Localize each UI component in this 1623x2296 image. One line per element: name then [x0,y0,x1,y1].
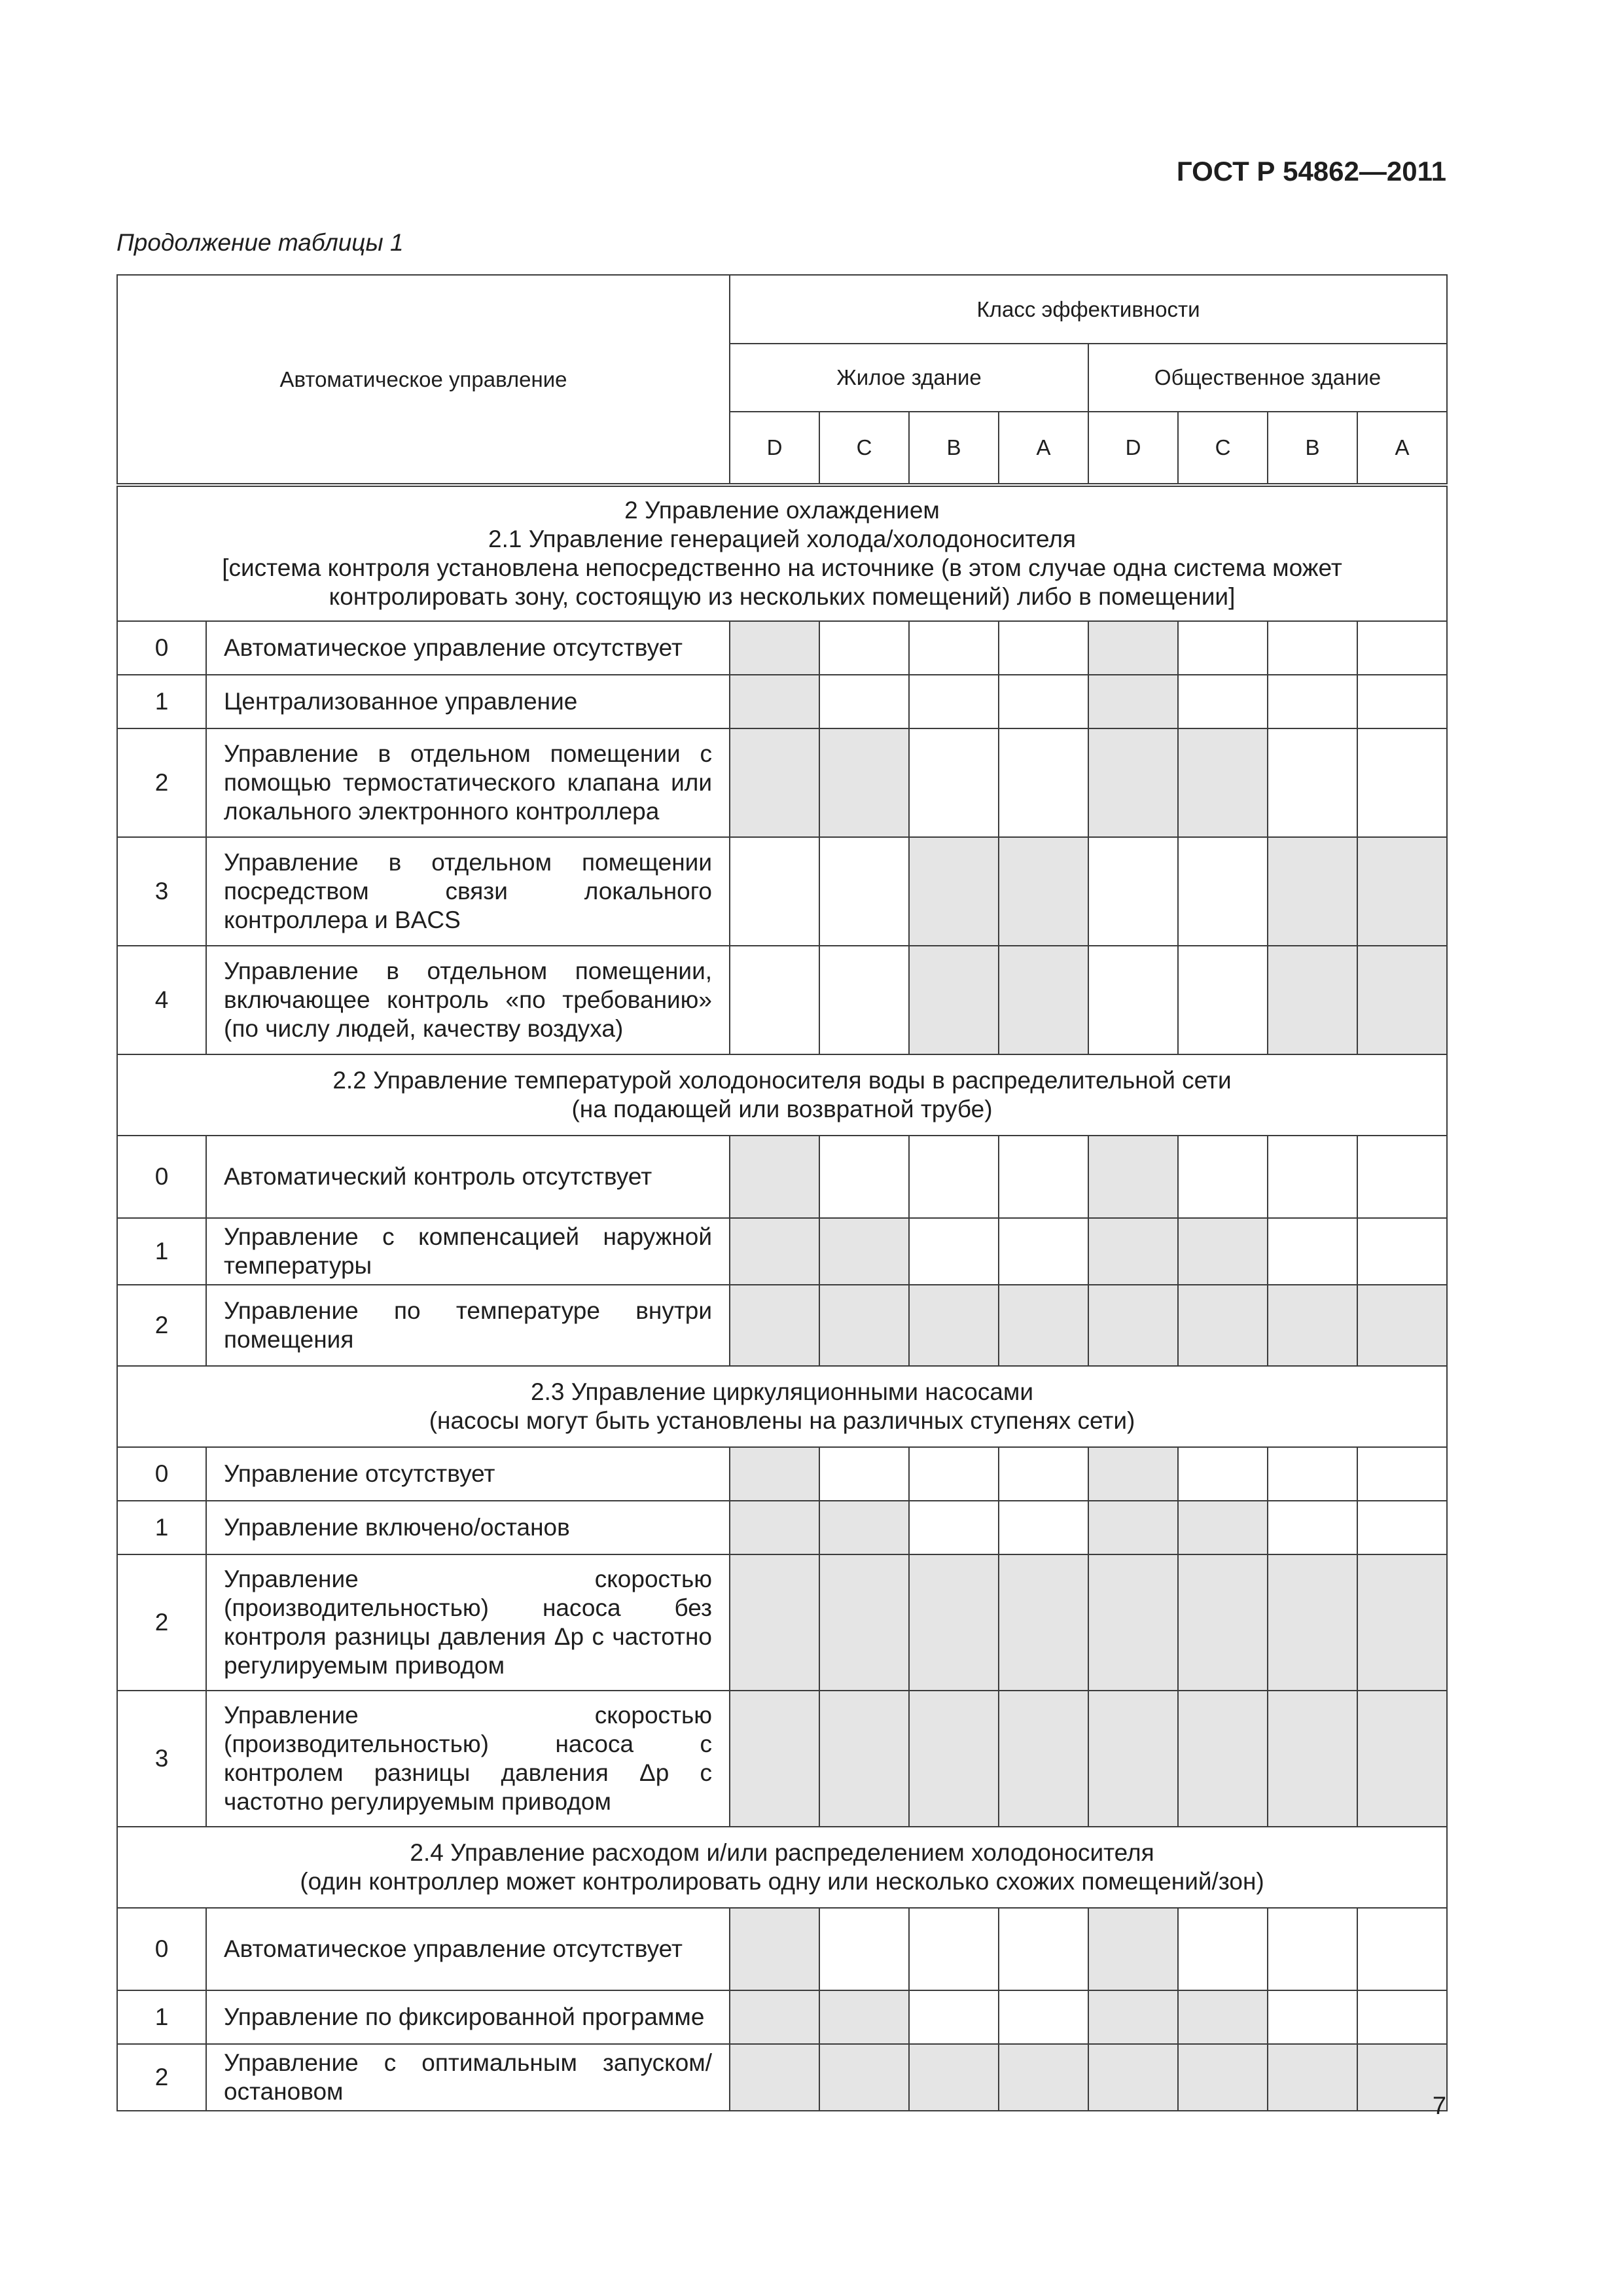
section-header-row [117,1054,1447,1136]
level-number: 3 [117,1691,206,1827]
class-cell-shaded [819,1285,909,1366]
class-cell-shaded [999,837,1088,946]
control-description: Управление по фиксированной программе [206,1990,730,2044]
class-cell-empty [1357,1136,1447,1218]
class-cell-shaded [1357,837,1447,946]
class-cell-shaded [730,1908,819,1990]
class-cell-empty [909,621,999,675]
class-cell-shaded [1088,1990,1178,2044]
class-cell-empty [1088,837,1178,946]
class-cell-empty [909,1990,999,2044]
class-cell-empty [909,1218,999,1285]
class-cell-shaded [999,2044,1088,2111]
class-cell-empty [1268,1136,1357,1218]
class-cell-shaded [1088,1691,1178,1827]
class-cell-shaded [909,946,999,1054]
class-cell-shaded [1088,2044,1178,2111]
class-cell-shaded [819,1218,909,1285]
class-cell-shaded [1088,1554,1178,1691]
class-cell-shaded [1178,1990,1268,2044]
class-cell-empty [1268,1501,1357,1554]
header-class-5: C [1178,412,1268,485]
control-description: Управление в отдельном помещении, включающее контроль «по требованию» (по числу людей, качеству воздуха) [206,946,730,1054]
class-cell-shaded [730,1990,819,2044]
table-row [117,621,1447,675]
header-class-2: B [909,412,999,485]
class-cell-empty [1178,675,1268,728]
class-cell-empty [1357,621,1447,675]
section-header-row [117,1827,1447,1908]
level-number: 2 [117,2044,206,2111]
control-description: Централизованное управление [206,675,730,728]
class-cell-shaded [909,837,999,946]
level-number: 0 [117,1908,206,1990]
class-cell-empty [1357,728,1447,837]
table-row [117,1908,1447,1990]
class-cell-shaded [819,1990,909,2044]
section-title-line: (один контроллер может контролировать одну или несколько схожих помещений/зон) [300,1868,1264,1895]
table-row [117,837,1447,946]
class-cell-shaded [1357,1554,1447,1691]
table-header [117,275,1447,485]
class-cell-shaded [999,1554,1088,1691]
class-cell-shaded [1268,1285,1357,1366]
header-class-6: B [1268,412,1357,485]
class-cell-shaded [1088,621,1178,675]
level-number: 2 [117,1285,206,1366]
class-cell-empty [1268,1990,1357,2044]
class-cell-shaded [1268,1554,1357,1691]
level-number: 1 [117,1990,206,2044]
class-cell-empty [1268,1447,1357,1501]
class-cell-shaded [1088,675,1178,728]
class-cell-empty [1357,1218,1447,1285]
class-cell-empty [1268,1218,1357,1285]
control-description: Управление с оптимальным запуском/остановом [206,2044,730,2111]
section-title [117,1054,1447,1136]
table-row [117,675,1447,728]
section-title-line: 2.3 Управление циркуляционными насосами [531,1378,1034,1405]
level-number: 1 [117,1501,206,1554]
class-cell-shaded [999,1285,1088,1366]
class-cell-empty [999,675,1088,728]
class-cell-shaded [1088,1447,1178,1501]
header-public: Общественное здание [1088,344,1447,412]
class-cell-empty [1357,1447,1447,1501]
class-cell-empty [819,1908,909,1990]
control-description: Управление в отдельном помещении с помощью термостатического клапана или локального электронного контроллера [206,728,730,837]
class-cell-empty [999,1990,1088,2044]
class-cell-shaded [819,1501,909,1554]
class-cell-shaded [1088,1218,1178,1285]
class-cell-empty [999,1501,1088,1554]
class-cell-shaded [1268,1691,1357,1827]
class-cell-empty [1268,621,1357,675]
class-cell-empty [1178,1447,1268,1501]
section-title-line: [система контроля установлена непосредственно на источнике (в этом случае одна система может [222,554,1342,581]
class-cell-shaded [909,1691,999,1827]
class-cell-empty [819,621,909,675]
class-cell-empty [1178,837,1268,946]
class-cell-shaded [1268,946,1357,1054]
class-cell-empty [909,1447,999,1501]
class-cell-shaded [1088,1908,1178,1990]
class-cell-shaded [909,1285,999,1366]
level-number: 0 [117,1447,206,1501]
class-cell-shaded [730,621,819,675]
class-cell-shaded [730,1501,819,1554]
section-title [117,1366,1447,1447]
class-cell-empty [819,1447,909,1501]
class-cell-empty [819,1136,909,1218]
class-cell-empty [999,1908,1088,1990]
class-cell-empty [909,1501,999,1554]
section-title-line: 2.1 Управление генерацией холода/холодоносителя [488,526,1077,552]
header-control-label: Автоматическое управление [117,275,730,485]
class-cell-shaded [909,1554,999,1691]
class-cell-empty [1357,1908,1447,1990]
class-cell-empty [909,675,999,728]
class-cell-empty [909,1908,999,1990]
section-title-line: 2.4 Управление расходом и/или распределением холодоносителя [410,1839,1154,1866]
class-cell-shaded [999,1691,1088,1827]
class-cell-empty [730,837,819,946]
class-cell-empty [999,1136,1088,1218]
class-cell-empty [1357,1501,1447,1554]
class-cell-shaded [730,1285,819,1366]
section-title-line: контролировать зону, состоящую из нескольких помещений) либо в помещении] [329,583,1236,610]
section-header-row [117,485,1447,621]
class-cell-empty [1088,946,1178,1054]
class-cell-shaded [1178,1285,1268,1366]
control-description: Автоматическое управление отсутствует [206,1908,730,1990]
table-row [117,1691,1447,1827]
section-title-line: 2.2 Управление температурой холодоносителя воды в распределительной сети [332,1067,1232,1094]
class-cell-shaded [730,1136,819,1218]
class-cell-shaded [909,2044,999,2111]
class-cell-shaded [730,2044,819,2111]
level-number: 0 [117,621,206,675]
class-cell-shaded [819,728,909,837]
class-cell-empty [1357,675,1447,728]
class-cell-shaded [1268,837,1357,946]
page-number: 7 [1432,2092,1446,2120]
control-description: Управление с компенсацией наружной температуры [206,1218,730,1285]
table-row [117,1990,1447,2044]
table-row [117,1218,1447,1285]
class-cell-empty [1268,675,1357,728]
class-cell-empty [999,621,1088,675]
class-cell-shaded [819,2044,909,2111]
class-cell-empty [819,837,909,946]
table-row [117,1554,1447,1691]
class-cell-empty [999,1218,1088,1285]
class-cell-shaded [730,675,819,728]
header-class-0: D [730,412,819,485]
control-description: Управление скоростью (производительностью) насоса с контролем разницы давления Δp с частотно регулируемым приводом [206,1691,730,1827]
level-number: 1 [117,675,206,728]
table-row [117,2044,1447,2111]
class-cell-empty [1178,1136,1268,1218]
class-cell-shaded [730,1218,819,1285]
class-cell-shaded [730,1447,819,1501]
control-description: Автоматическое управление отсутствует [206,621,730,675]
class-cell-shaded [999,946,1088,1054]
control-description: Управление отсутствует [206,1447,730,1501]
level-number: 1 [117,1218,206,1285]
class-cell-empty [819,675,909,728]
class-cell-shaded [819,1691,909,1827]
header-residential: Жилое здание [730,344,1088,412]
class-cell-shaded [1088,1501,1178,1554]
header-class-1: C [819,412,909,485]
class-cell-shaded [1178,1554,1268,1691]
table-body [117,485,1447,2111]
level-number: 0 [117,1136,206,1218]
table-row [117,1136,1447,1218]
class-cell-empty [819,946,909,1054]
level-number: 2 [117,728,206,837]
table-row [117,1285,1447,1366]
table-row [117,946,1447,1054]
control-description: Управление по температуре внутри помещения [206,1285,730,1366]
class-cell-empty [1357,1990,1447,2044]
class-cell-shaded [1178,1501,1268,1554]
class-cell-empty [1268,728,1357,837]
efficiency-table [116,274,1448,2111]
class-cell-empty [909,1136,999,1218]
section-title-line: (на подающей или возвратной трубе) [571,1096,993,1122]
class-cell-shaded [1357,1691,1447,1827]
class-cell-empty [1268,1908,1357,1990]
table-continuation-caption: Продолжение таблицы 1 [116,229,404,256]
control-description: Управление скоростью (производительностью) насоса без контроля разницы давления Δp с частотно регулируемым приводом [206,1554,730,1691]
class-cell-shaded [1178,2044,1268,2111]
class-cell-empty [999,728,1088,837]
class-cell-empty [909,728,999,837]
level-number: 2 [117,1554,206,1691]
table-row [117,1447,1447,1501]
class-cell-empty [1178,621,1268,675]
class-cell-empty [1178,1908,1268,1990]
class-cell-empty [730,946,819,1054]
section-title-line: 2 Управление охлаждением [624,497,940,524]
table-row [117,1501,1447,1554]
control-description: Автоматический контроль отсутствует [206,1136,730,1218]
level-number: 3 [117,837,206,946]
class-cell-empty [999,1447,1088,1501]
class-cell-shaded [819,1554,909,1691]
header-class-3: A [999,412,1088,485]
class-cell-shaded [1357,1285,1447,1366]
class-cell-shaded [1178,728,1268,837]
class-cell-shaded [1088,728,1178,837]
standard-number: ГОСТ Р 54862—2011 [1176,156,1446,187]
class-cell-shaded [1178,1218,1268,1285]
class-cell-shaded [1178,1691,1268,1827]
control-description: Управление в отдельном помещении посредством связи локального контроллера и BACS [206,837,730,946]
class-cell-shaded [1268,2044,1357,2111]
control-description: Управление включено/останов [206,1501,730,1554]
class-cell-shaded [1357,946,1447,1054]
level-number: 4 [117,946,206,1054]
section-title-line: (насосы могут быть установлены на различных ступенях сети) [429,1407,1135,1434]
class-cell-shaded [1088,1285,1178,1366]
class-cell-shaded [730,1691,819,1827]
table-row [117,728,1447,837]
class-cell-shaded [730,1554,819,1691]
section-header-row [117,1366,1447,1447]
section-title [117,1827,1447,1908]
section-title [117,485,1447,621]
header-class-4: D [1088,412,1178,485]
class-cell-shaded [730,728,819,837]
header-class-7: A [1357,412,1447,485]
class-cell-shaded [1088,1136,1178,1218]
header-efficiency-class: Класс эффективности [730,275,1447,344]
class-cell-empty [1178,946,1268,1054]
